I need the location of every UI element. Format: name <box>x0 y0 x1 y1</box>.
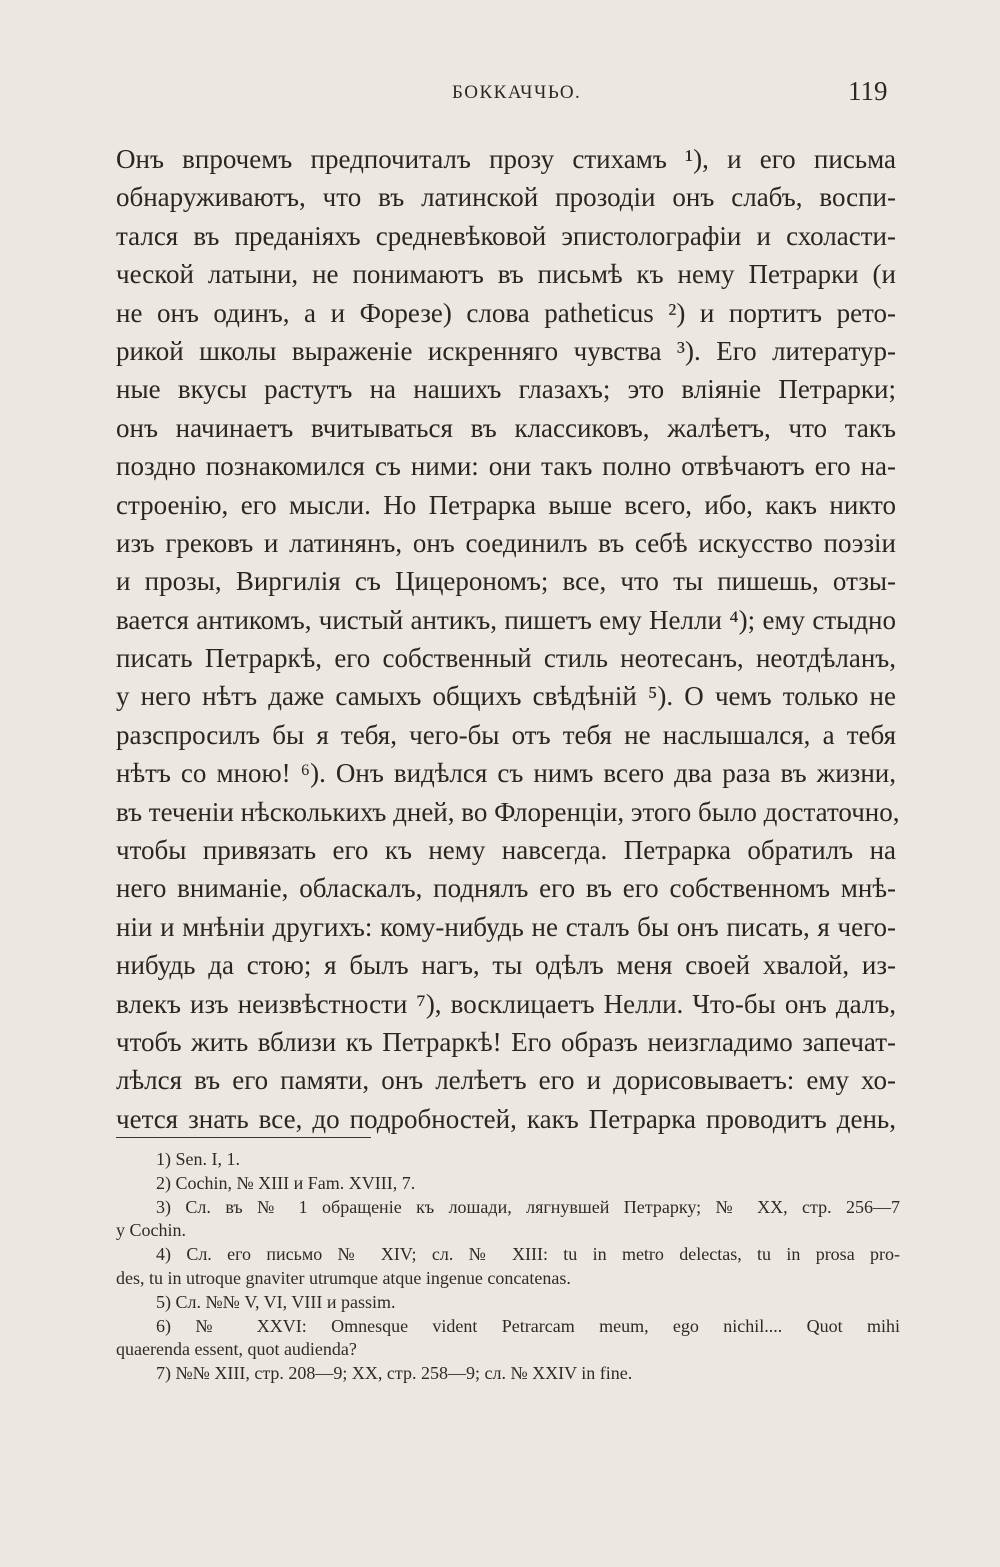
text-line: Онъ впрочемъ предпочиталъ прозу стихамъ ¹), и его письма <box>116 144 896 174</box>
footnote-line: 6) № XXVI: Omnesque vident Petrarcam meum, ego nichil.... Quot mihi <box>156 1315 900 1336</box>
text-line: разспросилъ бы я тебя, чего-бы отъ тебя не наслышался, а тебя <box>116 719 896 750</box>
text-line: влекъ изъ неизвѣстности ⁷), восклицаетъ Нелли. Что-бы онъ далъ, <box>116 988 896 1019</box>
body-text <box>116 140 900 1138</box>
text-line: вается антикомъ, чистый антикъ, пишетъ ему Нелли ⁴); ему стыдно <box>116 604 896 635</box>
footnote-3 <box>116 1196 900 1244</box>
text-line: въ теченіи нѣсколькихъ дней, во Флоренціи, этого было достаточно, <box>116 796 900 827</box>
footnote-7 <box>116 1362 900 1386</box>
footnote-4 <box>116 1243 900 1291</box>
text-line: чется знать все, до подробностей, какъ Петрарка проводитъ день, <box>116 1103 896 1134</box>
footnotes <box>116 1148 900 1386</box>
text-line: не онъ одинъ, а и Форезе) слова patheticus ²) и портитъ рето- <box>116 297 896 328</box>
footnote-continuation: quaerenda essent, quot audienda? <box>116 1339 357 1360</box>
text-line: чтобы привязать его къ нему навсегда. Петрарка обратилъ на <box>116 835 896 866</box>
footnote-continuation: des, tu in utroque gnaviter utrumque atque ingenue concatenas. <box>116 1267 571 1288</box>
footnote-line: 1) Sen. I, 1. <box>156 1149 240 1169</box>
text-line: лѣлся въ его памяти, онъ лелѣетъ его и дорисовываетъ: ему хо- <box>116 1065 896 1096</box>
footnote-5 <box>116 1291 900 1315</box>
text-line: ные вкусы растутъ на нашихъ глазахъ; это вліяніе Петрарки; <box>116 374 896 405</box>
text-line: нѣтъ со мною! ⁶). Онъ видѣлся съ нимъ всего два раза въ жизни, <box>116 758 896 789</box>
footnote-2 <box>116 1172 900 1196</box>
text-line: у него нѣтъ даже самыхъ общихъ свѣдѣній ⁵). О чемъ только не <box>116 681 896 712</box>
text-line: рикой школы выраженіе искренняго чувства ³). Его литератур- <box>116 335 896 366</box>
text-line: онъ начинаетъ вчитываться въ классиковъ, жалѣетъ, что такъ <box>116 412 896 443</box>
text-line: тался въ преданіяхъ средневѣковой эпистолографіи и схоласти- <box>116 220 896 251</box>
text-line: изъ грековъ и латинянъ, онъ соединилъ въ себѣ искусство поэзіи <box>116 527 896 558</box>
footnote-line: 7) №№ XIII, стр. 208—9; XX, стр. 258—9; сл. № XXIV in fine. <box>156 1363 633 1384</box>
text-line: писать Петраркѣ, его собственный стиль неотесанъ, неотдѣланъ, <box>116 643 896 674</box>
text-line: поздно познакомился съ ними: они такъ полно отвѣчаютъ его на- <box>116 451 896 482</box>
footnote-continuation: у Cochin. <box>116 1220 186 1241</box>
footnote-rule <box>116 1137 371 1138</box>
running-head <box>0 76 1000 110</box>
footnote-line: 5) Сл. №№ V, VI, VIII и passim. <box>156 1291 396 1312</box>
text-line: него вниманіе, обласкалъ, поднялъ его въ его собственномъ мнѣ- <box>116 873 896 904</box>
text-line: чтобъ жить вблизи къ Петраркѣ! Его образъ неизгладимо запечат- <box>116 1026 896 1057</box>
text-line: обнаруживаютъ, что въ латинской прозодіи онъ слабъ, воспи- <box>116 182 896 213</box>
text-line: нибудь да стою; я былъ нагъ, ты одѣлъ меня своей хвалой, из- <box>116 950 896 981</box>
footnote-line: 3) Сл. въ № 1 обращеніе къ лошади, лягнувшей Петрарку; № XX, стр. 256—7 <box>156 1196 900 1217</box>
footnote-line: 2) Cochin, № XIII и Fam. XVIII, 7. <box>156 1172 416 1193</box>
footnote-line: 4) Сл. его письмо № XIV; сл. № XIII: tu in metro delectas, tu in prosa pro- <box>156 1244 900 1265</box>
footnote-6 <box>116 1315 900 1363</box>
running-head-title: БОККАЧЧЬО. <box>452 82 582 103</box>
text-line: ніи и мнѣніи другихъ: кому-нибудь не сталъ бы онъ писать, я чего- <box>116 911 896 942</box>
footnote-1 <box>116 1148 900 1172</box>
text-line: строенію, его мысли. Но Петрарка выше всего, ибо, какъ никто <box>116 489 896 520</box>
text-line: и прозы, Виргилія съ Цицерономъ; все, что ты пишешь, отзы- <box>116 566 896 597</box>
text-line: ческой латыни, не понимаютъ въ письмѣ къ нему Петрарки (и <box>116 259 896 290</box>
page-number: 119 <box>848 76 888 106</box>
